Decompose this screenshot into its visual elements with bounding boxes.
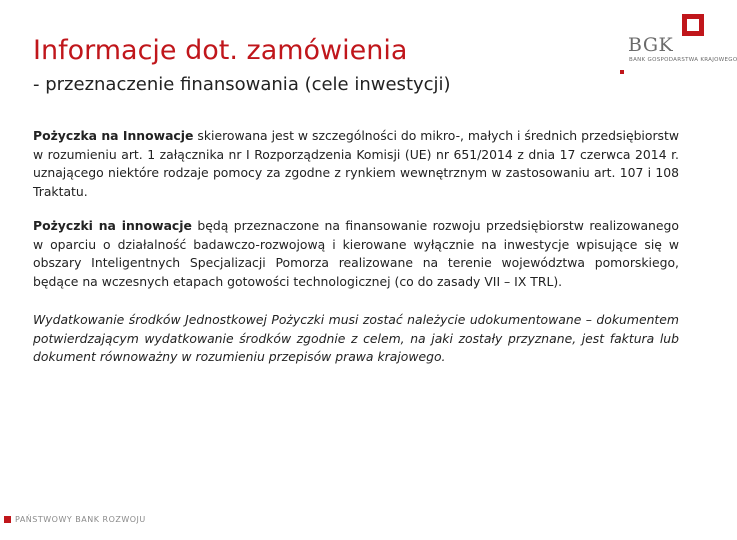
footer <box>4 515 146 524</box>
bgk-logo <box>620 14 737 76</box>
paragraph-1 <box>33 127 679 201</box>
slide-title: Informacje dot. zamówienia <box>33 35 408 66</box>
paragraph-1-lead: Pożyczka na Innowacje <box>33 128 194 143</box>
logo-name: BGK <box>628 34 674 56</box>
footer-mark-icon <box>4 516 11 523</box>
paragraph-3-text: Wydatkowanie środków Jednostkowej Pożyczki musi zostać należycie udokumentowane – dokumentem potwierdzającym wydatkowanie środków zgodnie z celem, na jaki zostały przyznane, jest faktura lub dokument równoważny w rozumieniu przepisów prawa krajowego. <box>33 312 679 364</box>
paragraph-2-text: będą przeznaczone na finansowanie rozwoju przedsiębiorstw realizowanego w oparciu o działalność badawczo-rozwojową i kierowane wyłącznie na inwestycje wpisujące się w obszary Inteligentnych Specjalizacji Pomorza realizowane na terenie województwa pomorskiego, będące na wczesnych etapach gotowości technologicznej (co do zasady VII – IX TRL). <box>33 218 679 289</box>
paragraph-1-text: skierowana jest w szczególności do mikro-, małych i średnich przedsiębiorstw w rozumieniu art. 1 załącznika nr I Rozporządzenia Komisji (UE) nr 651/2014 z dnia 17 czerwca 2014 r. uznającego niektóre rodzaje pomocy za zgodne z rynkiem wewnętrznym w zastosowaniu art. 107 i 108 Traktatu. <box>33 128 679 199</box>
slide-content <box>33 127 679 383</box>
paragraph-3 <box>33 311 679 367</box>
slide-subtitle: - przeznaczenie finansowania (cele inwestycji) <box>33 74 451 95</box>
logo-square-icon <box>682 14 704 36</box>
footer-text: PAŃSTWOWY BANK ROZWOJU <box>15 515 146 524</box>
paragraph-2 <box>33 217 679 291</box>
logo-dot-icon <box>620 70 624 74</box>
logo-tagline: BANK GOSPODARSTWA KRAJOWEGO <box>629 57 737 63</box>
paragraph-2-lead: Pożyczki na innowacje <box>33 218 192 233</box>
